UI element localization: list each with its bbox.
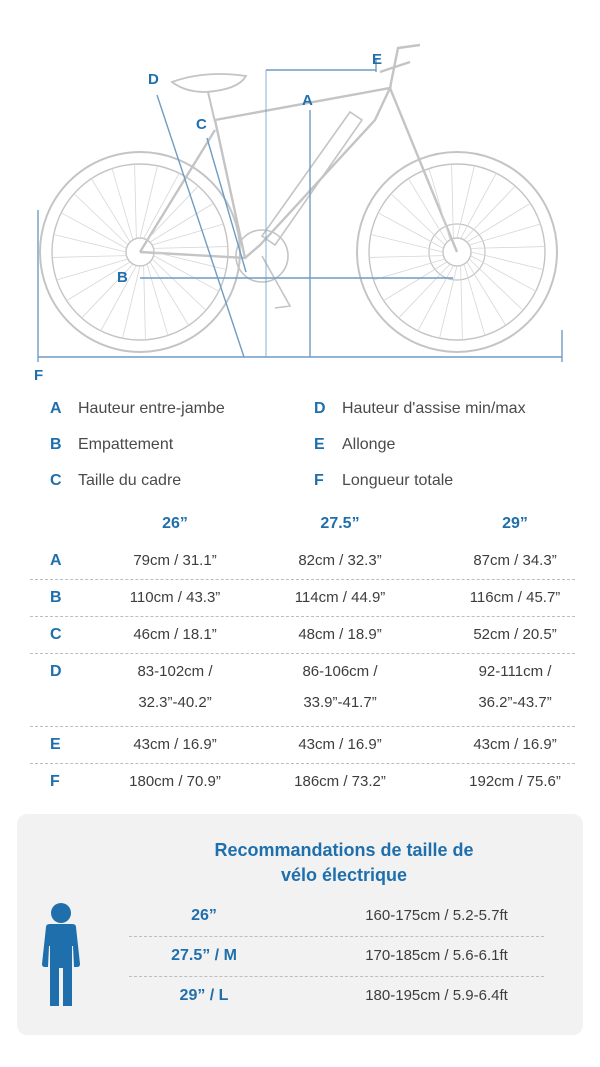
rider-height: 160-175cm / 5.2-5.7ft xyxy=(365,907,508,924)
legend-item-e xyxy=(314,436,395,454)
column-header-29: 29” xyxy=(502,515,528,532)
dim-label-b: B xyxy=(117,269,128,286)
column-header-27-5: 27.5” xyxy=(320,515,360,532)
table-row-d xyxy=(30,654,575,727)
table-cell: 48cm / 18.9” xyxy=(298,626,382,643)
legend-item-f xyxy=(314,472,453,490)
table-cell: 52cm / 20.5” xyxy=(473,626,557,643)
wheel-spoke xyxy=(154,256,219,292)
cell-line-2: 36.2”-43.7” xyxy=(478,694,552,711)
table-cell: 43cm / 16.9” xyxy=(133,736,217,753)
legend-item-b xyxy=(50,436,173,454)
table-row-c xyxy=(30,617,575,654)
recommended-size: 27.5” / M xyxy=(171,947,237,964)
legend-label: Empattement xyxy=(78,436,174,453)
cell-line-1: 92-111cm / xyxy=(478,663,552,680)
cell-line-2: 33.9”-41.7” xyxy=(303,694,377,711)
table-cell: 43cm / 16.9” xyxy=(473,736,557,753)
dim-line-d xyxy=(157,95,244,357)
row-key: A xyxy=(50,552,62,569)
table-cell: 116cm / 45.7” xyxy=(469,589,561,606)
table-cell: 192cm / 75.6” xyxy=(469,773,561,790)
size-recommendation-panel xyxy=(17,814,583,1035)
legend-key: E xyxy=(314,436,325,453)
wheel-spoke xyxy=(54,235,126,252)
legend-label: Hauteur entre-jambe xyxy=(78,400,225,417)
wheel-spoke xyxy=(452,164,454,238)
wheel-spoke xyxy=(154,247,228,249)
dim-line-c xyxy=(207,138,246,272)
rider-height: 180-195cm / 5.9-6.4ft xyxy=(365,987,508,1004)
wheel-spoke xyxy=(461,266,463,340)
table-cell: 87cm / 34.3” xyxy=(473,552,557,569)
dim-label-c: C xyxy=(196,116,207,133)
table-row-b xyxy=(30,580,575,617)
cell-line-2: 32.3”-40.2” xyxy=(138,694,212,711)
legend-item-d xyxy=(314,400,526,418)
frame xyxy=(140,62,457,258)
table-row-f xyxy=(30,764,575,800)
table-cell: 79cm / 31.1” xyxy=(133,552,217,569)
table-header xyxy=(30,505,575,543)
legend-label: Longueur totale xyxy=(342,472,454,489)
table-cell: 110cm / 43.3” xyxy=(129,589,221,606)
wheel-spoke xyxy=(471,247,545,249)
table-row-a xyxy=(30,543,575,580)
legend-item-a xyxy=(50,400,225,418)
wheel-spoke xyxy=(369,256,443,258)
recommended-size: 26” xyxy=(191,907,217,924)
row-key: B xyxy=(50,589,62,606)
seat xyxy=(172,74,246,92)
recommendation-title-line-2: vélo électrique xyxy=(280,865,408,885)
dim-label-d: D xyxy=(148,71,159,88)
rider-height: 170-185cm / 5.6-6.1ft xyxy=(365,947,508,964)
table-cell: 180cm / 70.9” xyxy=(129,773,221,790)
table-cell: 82cm / 32.3” xyxy=(298,552,382,569)
legend-label: Allonge xyxy=(342,436,396,453)
legend-label: Taille du cadre xyxy=(78,472,182,489)
legend-key: D xyxy=(314,400,326,417)
bike-diagram xyxy=(0,0,600,390)
dimension-legend xyxy=(0,392,600,502)
wheel-spoke xyxy=(52,256,126,258)
table-cell xyxy=(255,663,425,711)
recommendation-title-line-1: Recommandations de taille de xyxy=(214,840,474,860)
wheel-spoke xyxy=(61,213,126,249)
wheel-spoke xyxy=(440,266,457,338)
wheel-spoke xyxy=(152,259,206,310)
recommendation-title xyxy=(167,838,521,888)
wheel-spoke xyxy=(471,256,536,292)
table-cell xyxy=(430,663,600,711)
row-key: D xyxy=(50,663,62,680)
row-key: F xyxy=(50,773,60,790)
dim-label-f: F xyxy=(34,367,44,384)
wheel-spoke xyxy=(469,259,523,310)
wheel-spoke xyxy=(74,194,128,245)
wheel-spoke xyxy=(135,164,137,238)
wheel-spoke xyxy=(378,213,443,249)
column-header-26: 26” xyxy=(162,515,188,532)
row-key: E xyxy=(50,736,61,753)
cell-line-1: 86-106cm / xyxy=(302,663,378,680)
wheel-spoke xyxy=(399,264,450,318)
table-row-e xyxy=(30,727,575,764)
wheel-spoke xyxy=(471,252,543,269)
recommendation-row xyxy=(129,976,544,1016)
table-cell xyxy=(90,663,260,711)
legend-key: C xyxy=(50,472,62,489)
person-icon xyxy=(39,902,83,1008)
size-table xyxy=(30,505,575,800)
wheel-spoke xyxy=(144,173,180,238)
cell-line-1: 83-102cm / xyxy=(137,663,213,680)
legend-key: B xyxy=(50,436,62,453)
bike-illustration xyxy=(0,0,600,390)
table-cell: 186cm / 73.2” xyxy=(294,773,386,790)
table-cell: 114cm / 44.9” xyxy=(294,589,386,606)
wheel-spoke xyxy=(418,266,454,331)
table-cell: 43cm / 16.9” xyxy=(298,736,382,753)
wheel-spoke xyxy=(371,235,443,252)
legend-item-c xyxy=(50,472,181,490)
recommendation-row xyxy=(129,896,544,937)
wheel-spoke xyxy=(461,173,497,238)
table-cell: 46cm / 18.1” xyxy=(133,626,217,643)
dim-label-a: A xyxy=(302,92,313,109)
row-key: C xyxy=(50,626,62,643)
legend-label: Hauteur d'assise min/max xyxy=(342,400,526,417)
legend-key: A xyxy=(50,400,62,417)
wheel-spoke xyxy=(457,166,474,238)
recommended-size: 29” / L xyxy=(179,987,229,1004)
legend-key: F xyxy=(314,472,324,489)
wheel-spoke xyxy=(464,186,515,240)
recommendation-row xyxy=(129,936,544,977)
wheel-spoke xyxy=(144,266,146,340)
dim-label-e: E xyxy=(372,51,383,68)
